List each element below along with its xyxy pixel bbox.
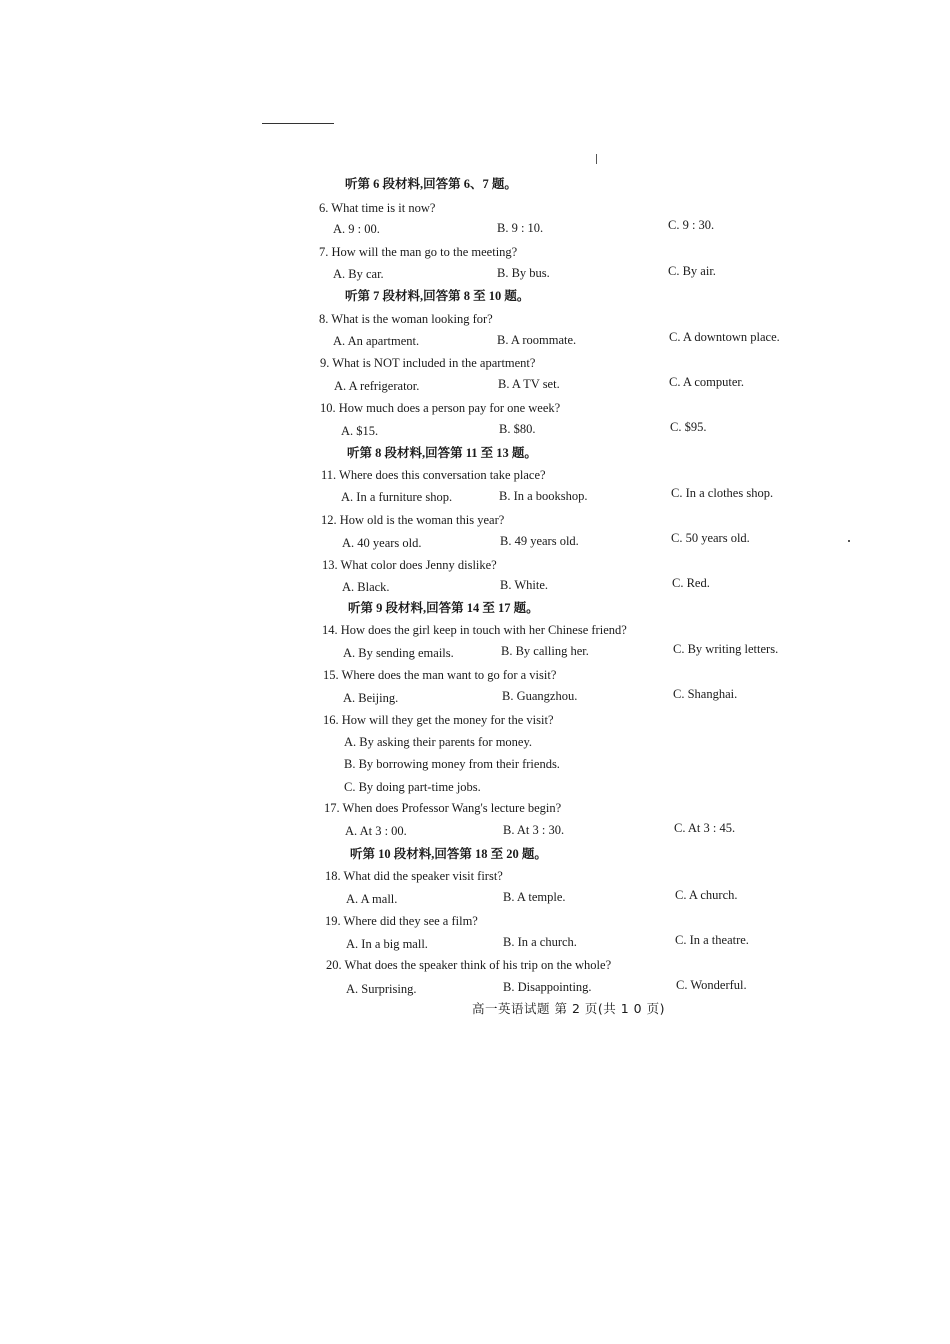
q7-option-c: C. By air. [668, 264, 716, 278]
q6-option-b: B. 9 : 10. [497, 221, 544, 235]
q9-option-c: C. A computer. [669, 375, 744, 389]
q6-option-a: A. 9 : 00. [333, 222, 380, 236]
q10-option-b: B. $80. [499, 422, 536, 436]
q15-option-a: A. Beijing. [343, 691, 399, 705]
q8-option-b: B. A roommate. [497, 333, 577, 347]
q11-option-a: A. In a furniture shop. [341, 490, 453, 504]
question-8: 8. What is the woman looking for? [319, 312, 493, 326]
q16-option-c: C. By doing part-time jobs. [344, 780, 481, 794]
section-heading-7: 听第 7 段材料,回答第 8 至 10 题。 [345, 289, 530, 303]
q17-option-a: A. At 3 : 00. [345, 824, 407, 838]
q9-option-b: B. A TV set. [498, 377, 560, 391]
q13-option-c: C. Red. [672, 576, 710, 590]
question-7: 7. How will the man go to the meeting? [319, 245, 518, 259]
q14-option-b: B. By calling her. [501, 644, 589, 658]
page-footer: 高一英语试题 第 2 页(共 1 0 页) [472, 1001, 665, 1016]
q11-option-b: B. In a bookshop. [499, 489, 588, 503]
q16-option-b: B. By borrowing money from their friends. [344, 757, 560, 771]
q19-option-c: C. In a theatre. [675, 933, 749, 947]
q12-option-b: B. 49 years old. [500, 534, 579, 548]
q16-option-a: A. By asking their parents for money. [344, 735, 533, 749]
q18-option-b: B. A temple. [503, 890, 566, 904]
q20-option-a: A. Surprising. [346, 982, 417, 996]
q19-option-a: A. In a big mall. [346, 937, 428, 951]
section-heading-10: 听第 10 段材料,回答第 18 至 20 题。 [350, 847, 547, 861]
q8-option-c: C. A downtown place. [669, 330, 780, 344]
q20-option-b: B. Disappointing. [503, 980, 592, 994]
q20-option-c: C. Wonderful. [676, 978, 747, 992]
q17-option-b: B. At 3 : 30. [503, 823, 565, 837]
question-18: 18. What did the speaker visit first? [325, 869, 503, 883]
q15-option-c: C. Shanghai. [673, 687, 738, 701]
q17-option-c: C. At 3 : 45. [674, 821, 736, 835]
q19-option-b: B. In a church. [503, 935, 577, 949]
question-11: 11. Where does this conversation take place? [321, 468, 546, 482]
q9-option-a: A. A refrigerator. [334, 379, 420, 393]
question-12: 12. How old is the woman this year? [321, 513, 505, 527]
question-13: 13. What color does Jenny dislike? [322, 558, 497, 572]
question-6: 6. What time is it now? [319, 201, 436, 215]
q6-option-c: C. 9 : 30. [668, 218, 715, 232]
q18-option-a: A. A mall. [346, 892, 398, 906]
q14-option-c: C. By writing letters. [673, 642, 779, 656]
q7-option-b: B. By bus. [497, 266, 550, 280]
q7-option-a: A. By car. [333, 267, 384, 281]
section-heading-8: 听第 8 段材料,回答第 11 至 13 题。 [347, 446, 537, 460]
q10-option-a: A. $15. [341, 424, 379, 438]
scan-speck [596, 154, 597, 164]
q14-option-a: A. By sending emails. [343, 646, 454, 660]
scan-speck [848, 540, 850, 542]
q8-option-a: A. An apartment. [333, 334, 420, 348]
question-16: 16. How will they get the money for the visit? [323, 713, 554, 727]
section-heading-9: 听第 9 段材料,回答第 14 至 17 题。 [348, 601, 539, 615]
question-9: 9. What is NOT included in the apartment? [320, 356, 536, 370]
q11-option-c: C. In a clothes shop. [671, 486, 774, 500]
question-17: 17. When does Professor Wang's lecture begin? [324, 801, 562, 815]
question-10: 10. How much does a person pay for one week? [320, 401, 561, 415]
q10-option-c: C. $95. [670, 420, 707, 434]
question-14: 14. How does the girl keep in touch with her Chinese friend? [322, 623, 627, 637]
question-15: 15. Where does the man want to go for a visit? [323, 668, 557, 682]
q12-option-a: A. 40 years old. [342, 536, 422, 550]
q13-option-a: A. Black. [342, 580, 390, 594]
q12-option-c: C. 50 years old. [671, 531, 750, 545]
q18-option-c: C. A church. [675, 888, 738, 902]
question-20: 20. What does the speaker think of his trip on the whole? [326, 958, 612, 972]
q15-option-b: B. Guangzhou. [502, 689, 578, 703]
top-rule-divider [262, 123, 334, 124]
section-heading-6: 听第 6 段材料,回答第 6、7 题。 [345, 177, 517, 191]
question-19: 19. Where did they see a film? [325, 914, 478, 928]
q13-option-b: B. White. [500, 578, 549, 592]
